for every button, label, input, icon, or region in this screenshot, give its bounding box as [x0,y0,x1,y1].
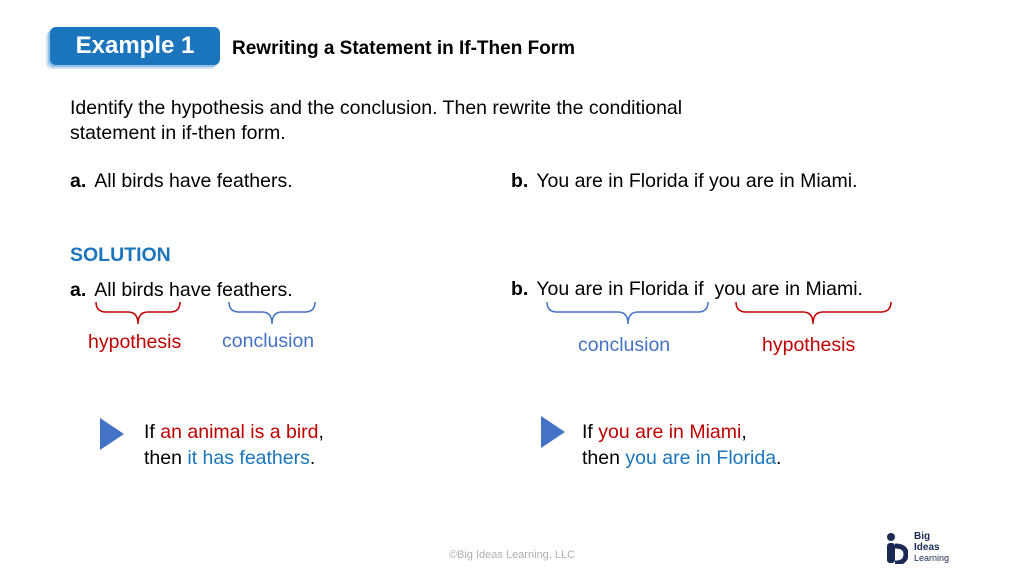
problem-b-letter: b. [511,170,529,192]
then-word: then [582,447,626,469]
brace-b-conclusion [547,302,708,324]
if-then-b-line2 [582,445,781,471]
comma: , [741,421,747,443]
if-then-b [582,419,781,471]
example-title: Rewriting a Statement in If-Then Form [232,38,576,59]
problem-a-letter: a. [70,170,87,192]
logo-learning: Learning [914,553,950,563]
brace-a-conclusion [229,302,315,324]
play-arrow-icon [100,418,124,450]
label-a-conclusion: conclusion [222,330,315,352]
example-badge: Example 1 [50,27,220,65]
if-word: If [144,421,161,443]
brace-a-hypothesis [96,302,180,324]
if-then-b-line1 [582,419,781,445]
logo-wordmark [914,531,949,564]
period: . [776,447,782,469]
if-then-a-hypothesis: an animal is a bird [160,421,319,443]
then-word: then [144,447,188,469]
if-then-a-line1 [144,419,324,445]
solution-b-hypothesis-part: you are in Miami [714,278,858,300]
if-then-b-conclusion: you are in Florida [625,447,777,469]
big-ideas-logo [884,531,949,564]
if-then-a-conclusion: it has feathers [187,447,310,469]
if-then-a [144,419,324,471]
solution-a-conclusion-part: feathers. [216,279,293,301]
if-then-b-hypothesis: you are in Miami [598,421,742,443]
solution-heading: SOLUTION [70,244,171,266]
logo-big: Big [914,531,931,542]
logo-ideas: Ideas [914,542,940,553]
play-arrow-icon [541,416,565,448]
brace-b-hypothesis [736,302,891,324]
label-a-hypothesis: hypothesis [88,331,182,353]
solution-a-letter: a. [70,279,87,301]
big-ideas-logo-icon [884,532,908,564]
solution-b-conclusion-part: You are in Florida [536,278,689,300]
solution-a-hypothesis-part: All birds have [94,279,212,301]
label-b-conclusion: conclusion [578,334,671,356]
period: . [309,447,316,469]
instructions: Identify the hypothesis and the conclusion. Then rewrite the conditional statement in if-then form. [70,97,683,144]
if-then-a-line2 [144,445,324,471]
copyright-footer: ©Big Ideas Learning, LLC [448,549,576,561]
solution-b-if-word: if [693,278,704,300]
comma: , [318,421,324,443]
problem-b-text: You are in Florida if you are in Miami. [536,170,858,192]
label-b-hypothesis: hypothesis [762,334,856,356]
solution-b-end: . [857,278,863,300]
if-word: If [582,421,599,443]
solution-b-letter: b. [511,278,529,300]
problem-a-text: All birds have feathers. [94,170,293,192]
